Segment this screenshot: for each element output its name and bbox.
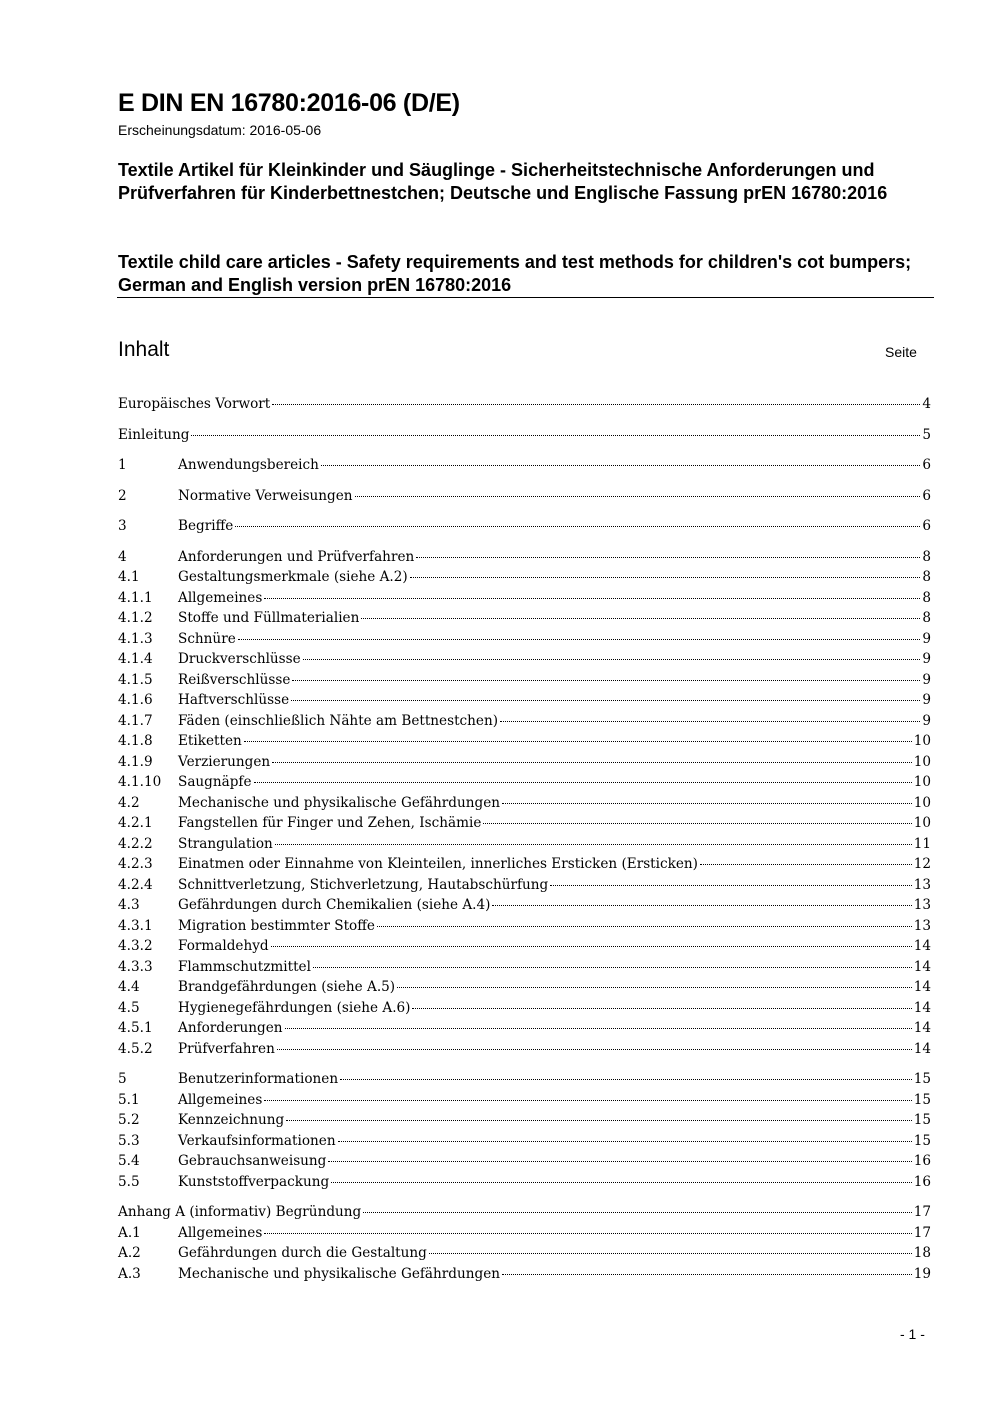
toc-dot-leader xyxy=(397,987,912,988)
toc-entry-page: 9 xyxy=(922,671,931,688)
toc-entry-number: 2 xyxy=(118,487,127,504)
toc-dot-leader xyxy=(272,762,912,763)
toc-entry-number: 4.2 xyxy=(118,794,140,811)
toc-dot-leader xyxy=(328,1161,911,1162)
toc-entry-label: Fäden (einschließlich Nähte am Bettnestchen) xyxy=(178,712,499,729)
toc-entry[interactable] xyxy=(118,895,931,916)
toc-entry[interactable] xyxy=(118,834,931,855)
toc-entry-page: 10 xyxy=(913,815,931,831)
toc-entry-page: 14 xyxy=(913,1020,931,1036)
toc-entry[interactable] xyxy=(118,752,931,773)
toc-entry[interactable] xyxy=(118,547,931,568)
toc-entry-page: 5 xyxy=(922,426,931,443)
toc-entry-number: 4.1.5 xyxy=(118,671,153,688)
toc-entry[interactable] xyxy=(118,1202,931,1223)
toc-entry-page: 17 xyxy=(913,1204,931,1220)
toc-entry-label: Allgemeines xyxy=(178,589,263,606)
toc-entry-number: 5.5 xyxy=(118,1173,140,1190)
toc-entry-label: Gefährdungen durch Chemikalien (siehe A.4) xyxy=(178,897,491,913)
toc-entry-label: Stoffe und Füllmaterialien xyxy=(178,610,360,626)
toc-entry-number: 5 xyxy=(118,1071,127,1087)
toc-dot-leader xyxy=(340,1079,912,1080)
toc-entry-page: 9 xyxy=(922,692,931,708)
toc-entry-page: 18 xyxy=(913,1245,931,1261)
toc-entry[interactable] xyxy=(118,567,931,588)
toc-dot-leader xyxy=(191,435,920,436)
toc-entry-number: 4.2.1 xyxy=(118,815,153,831)
toc-entry-label: Benutzerinformationen xyxy=(178,1071,339,1087)
toc-entry-page: 10 xyxy=(913,753,931,770)
toc-entry-page: 12 xyxy=(913,856,931,872)
toc-dot-leader xyxy=(416,557,920,558)
toc-entry[interactable] xyxy=(118,486,931,507)
toc-dot-leader xyxy=(502,1274,912,1275)
toc-dot-leader xyxy=(286,1120,911,1121)
toc-entry-number: A.1 xyxy=(118,1224,141,1241)
document-title: E DIN EN 16780:2016-06 (D/E) xyxy=(118,89,460,117)
toc-entry[interactable] xyxy=(118,629,931,650)
toc-entry-number: 4.2.3 xyxy=(118,856,153,872)
toc-dot-leader xyxy=(361,618,920,619)
toc-entry-number: 4.1.3 xyxy=(118,630,153,647)
toc-dot-leader xyxy=(235,526,920,527)
toc-entry[interactable] xyxy=(118,936,931,957)
page-number: - 1 - xyxy=(900,1326,925,1342)
toc-entry[interactable] xyxy=(118,977,931,998)
toc-entry-label: Europäisches Vorwort xyxy=(118,396,271,412)
toc-entry[interactable] xyxy=(118,1039,931,1060)
toc-entry-number: 4.1.7 xyxy=(118,712,153,729)
toc-entry[interactable] xyxy=(118,1243,931,1264)
toc-dot-leader xyxy=(303,659,921,660)
toc-entry-page: 8 xyxy=(922,548,931,565)
toc-entry-label: Etiketten xyxy=(178,733,242,749)
toc-entry-label: Brandgefährdungen (siehe A.5) xyxy=(178,979,396,995)
toc-entry[interactable] xyxy=(118,1151,931,1172)
toc-entry-number: 4.1.10 xyxy=(118,774,162,790)
toc-entry-number: 3 xyxy=(118,518,127,534)
toc-entry[interactable] xyxy=(118,455,931,476)
toc-entry-number: 4.3 xyxy=(118,897,140,913)
toc-entry-number: 4.2.2 xyxy=(118,835,153,852)
toc-entry-page: 15 xyxy=(913,1132,931,1149)
toc-dot-leader xyxy=(254,782,912,783)
toc-entry-page: 13 xyxy=(913,876,931,893)
toc-dot-leader xyxy=(285,1028,912,1029)
toc-entry[interactable] xyxy=(118,875,931,896)
toc-entry-number: 5.4 xyxy=(118,1153,140,1169)
toc-dot-leader xyxy=(271,946,912,947)
toc-entry-label: Formaldehyd xyxy=(178,938,269,954)
toc-entry[interactable] xyxy=(118,731,931,752)
toc-dot-leader xyxy=(550,885,911,886)
toc-entry-label: Reißverschlüsse xyxy=(178,671,291,688)
toc-entry-label: Verzierungen xyxy=(178,753,271,770)
toc-dot-leader xyxy=(291,700,920,701)
toc-entry[interactable] xyxy=(118,394,931,415)
toc-dot-leader xyxy=(321,465,920,466)
toc-entry-label: Anforderungen xyxy=(178,1020,283,1036)
toc-entry-page: 6 xyxy=(922,487,931,504)
toc-dot-leader xyxy=(363,1212,911,1213)
toc-entry-label: Normative Verweisungen xyxy=(178,487,353,504)
title-german: Textile Artikel für Kleinkinder und Säuglinge - Sicherheitstechnische Anforderungen und Prüfverfahren für Kinderbettnestchen; Deutsche und Englische Fassung prEN 16780:2016 xyxy=(118,160,888,203)
toc-entry-page: 14 xyxy=(913,1040,931,1057)
toc-entry-number: 1 xyxy=(118,457,127,473)
toc-dot-leader xyxy=(244,741,912,742)
toc-entry-page: 14 xyxy=(913,958,931,975)
toc-entry[interactable] xyxy=(118,690,931,711)
toc-entry[interactable] xyxy=(118,957,931,978)
toc-entry-page: 16 xyxy=(913,1153,931,1169)
toc-entry-label: Mechanische und physikalische Gefährdungen xyxy=(178,794,500,811)
toc-dot-leader xyxy=(264,1100,911,1101)
toc-entry-page: 11 xyxy=(913,835,931,852)
toc-entry-page: 9 xyxy=(922,651,931,667)
toc-entry-number: 4.1.9 xyxy=(118,753,153,770)
toc-entry[interactable] xyxy=(118,813,931,834)
toc-entry[interactable] xyxy=(118,608,931,629)
toc-entry-number: A.2 xyxy=(118,1245,141,1261)
toc-entry-label: Schnittverletzung, Stichverletzung, Hautabschürfung xyxy=(178,876,549,893)
toc-entry-number: 4.3.3 xyxy=(118,958,153,975)
toc-dot-leader xyxy=(700,864,912,865)
toc-entry-page: 6 xyxy=(922,518,931,534)
toc-entry-page: 15 xyxy=(913,1071,931,1087)
toc-entry-number: A.3 xyxy=(118,1265,141,1282)
toc-dot-leader xyxy=(331,1182,912,1183)
toc-entry[interactable] xyxy=(118,772,931,793)
toc-entry-label: Flammschutzmittel xyxy=(178,958,311,975)
toc-dot-leader xyxy=(338,1141,912,1142)
toc-entry-label: Einleitung xyxy=(118,426,190,443)
toc-entry-number: 4.5 xyxy=(118,999,140,1016)
toc-entry-page: 9 xyxy=(922,712,931,729)
toc-dot-leader xyxy=(272,404,920,405)
toc-entry[interactable] xyxy=(118,1018,931,1039)
toc-entry[interactable] xyxy=(118,1110,931,1131)
publication-date: Erscheinungsdatum: 2016-05-06 xyxy=(118,122,322,138)
table-of-contents xyxy=(118,394,931,1284)
toc-entry-label: Schnüre xyxy=(178,630,236,647)
toc-entry-page: 10 xyxy=(913,774,931,790)
toc-dot-leader xyxy=(292,680,920,681)
toc-entry-page: 14 xyxy=(913,938,931,954)
toc-entry-number: 5.3 xyxy=(118,1132,140,1149)
toc-entry[interactable] xyxy=(118,670,931,691)
toc-entry-page: 15 xyxy=(913,1112,931,1128)
toc-entry-page: 14 xyxy=(913,979,931,995)
toc-entry[interactable] xyxy=(118,1264,931,1285)
toc-entry-page: 4 xyxy=(922,396,931,412)
toc-entry-number: 4.3.2 xyxy=(118,938,153,954)
toc-entry-number: 4.5.2 xyxy=(118,1040,153,1057)
toc-entry-label: Haftverschlüsse xyxy=(178,692,290,708)
toc-entry-page: 13 xyxy=(913,897,931,913)
toc-entry-page: 16 xyxy=(913,1173,931,1190)
toc-dot-leader xyxy=(264,598,920,599)
toc-entry-page: 8 xyxy=(922,610,931,626)
toc-entry-label: Prüfverfahren xyxy=(178,1040,275,1057)
toc-entry-number: 4.1.4 xyxy=(118,651,153,667)
toc-entry-number: 5.2 xyxy=(118,1112,140,1128)
toc-dot-leader xyxy=(492,905,911,906)
toc-page-column-label: Seite xyxy=(885,344,917,360)
toc-dot-leader xyxy=(483,823,911,824)
toc-entry-page: 14 xyxy=(913,999,931,1016)
toc-entry-page: 6 xyxy=(922,457,931,473)
toc-entry-label: Gebrauchsanweisung xyxy=(178,1153,327,1169)
toc-entry-number: 4.1.1 xyxy=(118,589,153,606)
toc-dot-leader xyxy=(277,1049,912,1050)
toc-dot-leader xyxy=(412,1008,911,1009)
toc-entry-label: Kunststoffverpackung xyxy=(178,1173,330,1190)
toc-entry-label: Fangstellen für Finger und Zehen, Ischämie xyxy=(178,815,482,831)
toc-entry-label: Allgemeines xyxy=(178,1091,263,1108)
toc-entry-number: 4.1 xyxy=(118,569,140,585)
toc-entry[interactable] xyxy=(118,516,931,537)
toc-entry[interactable] xyxy=(118,649,931,670)
toc-entry[interactable] xyxy=(118,793,931,814)
toc-dot-leader xyxy=(502,803,912,804)
toc-entry-label: Mechanische und physikalische Gefährdungen xyxy=(178,1265,500,1282)
toc-dot-leader xyxy=(275,844,912,845)
toc-entry[interactable] xyxy=(118,998,931,1019)
toc-entry-label: Begriffe xyxy=(178,518,234,534)
toc-entry[interactable] xyxy=(118,916,931,937)
toc-dot-leader xyxy=(377,926,912,927)
toc-entry[interactable] xyxy=(118,1223,931,1244)
toc-heading: Inhalt xyxy=(118,338,170,361)
toc-entry-number: 5.1 xyxy=(118,1091,140,1108)
toc-entry-label: Hygienegefährdungen (siehe A.6) xyxy=(178,999,411,1016)
toc-entry[interactable] xyxy=(118,588,931,609)
toc-entry-label: Druckverschlüsse xyxy=(178,651,301,667)
toc-entry-page: 13 xyxy=(913,917,931,934)
toc-entry-label: Anhang A (informativ) Begründung xyxy=(118,1204,362,1220)
toc-entry-page: 19 xyxy=(913,1265,931,1282)
toc-dot-leader xyxy=(238,639,921,640)
toc-dot-leader xyxy=(355,496,921,497)
toc-entry-page: 8 xyxy=(922,589,931,606)
toc-entry-page: 9 xyxy=(922,630,931,647)
toc-dot-leader xyxy=(429,1253,912,1254)
toc-entry-number: 4.5.1 xyxy=(118,1020,153,1036)
toc-entry-page: 17 xyxy=(913,1224,931,1241)
toc-entry-label: Kennzeichnung xyxy=(178,1112,285,1128)
toc-entry[interactable] xyxy=(118,1172,931,1193)
toc-entry[interactable] xyxy=(118,1069,931,1090)
toc-entry[interactable] xyxy=(118,1131,931,1152)
toc-entry-number: 4.4 xyxy=(118,979,140,995)
toc-entry-label: Migration bestimmter Stoffe xyxy=(178,917,375,934)
title-english: Textile child care articles - Safety requirements and test methods for children's cot bumpers; German and English version prEN 16780:2016 xyxy=(118,252,912,295)
toc-dot-leader xyxy=(264,1233,911,1234)
toc-entry[interactable] xyxy=(118,711,931,732)
toc-dot-leader xyxy=(500,721,920,722)
toc-entry-number: 4 xyxy=(118,548,127,565)
toc-entry-page: 15 xyxy=(913,1091,931,1108)
toc-entry-label: Verkaufsinformationen xyxy=(178,1132,336,1149)
toc-entry-number: 4.1.6 xyxy=(118,692,153,708)
toc-entry-label: Anwendungsbereich xyxy=(178,457,319,473)
toc-entry-page: 10 xyxy=(913,733,931,749)
toc-entry-label: Anforderungen und Prüfverfahren xyxy=(178,548,415,565)
toc-entry-label: Einatmen oder Einnahme von Kleinteilen, innerliches Ersticken (Ersticken) xyxy=(178,856,698,872)
toc-entry-page: 10 xyxy=(913,794,931,811)
toc-dot-leader xyxy=(410,577,921,578)
toc-entry-page: 8 xyxy=(922,569,931,585)
toc-dot-leader xyxy=(313,967,912,968)
toc-entry-label: Gefährdungen durch die Gestaltung xyxy=(178,1245,427,1261)
toc-entry-label: Saugnäpfe xyxy=(178,774,252,790)
toc-entry-number: 4.3.1 xyxy=(118,917,153,934)
toc-entry[interactable] xyxy=(118,1090,931,1111)
toc-entry-number: 4.2.4 xyxy=(118,876,153,893)
toc-entry-label: Allgemeines xyxy=(178,1224,263,1241)
toc-entry-label: Gestaltungsmerkmale (siehe A.2) xyxy=(178,569,408,585)
header-divider xyxy=(117,297,934,298)
toc-entry[interactable] xyxy=(118,854,931,875)
toc-entry-label: Strangulation xyxy=(178,835,273,852)
toc-entry[interactable] xyxy=(118,425,931,446)
toc-entry-number: 4.1.2 xyxy=(118,610,153,626)
toc-entry-number: 4.1.8 xyxy=(118,733,153,749)
